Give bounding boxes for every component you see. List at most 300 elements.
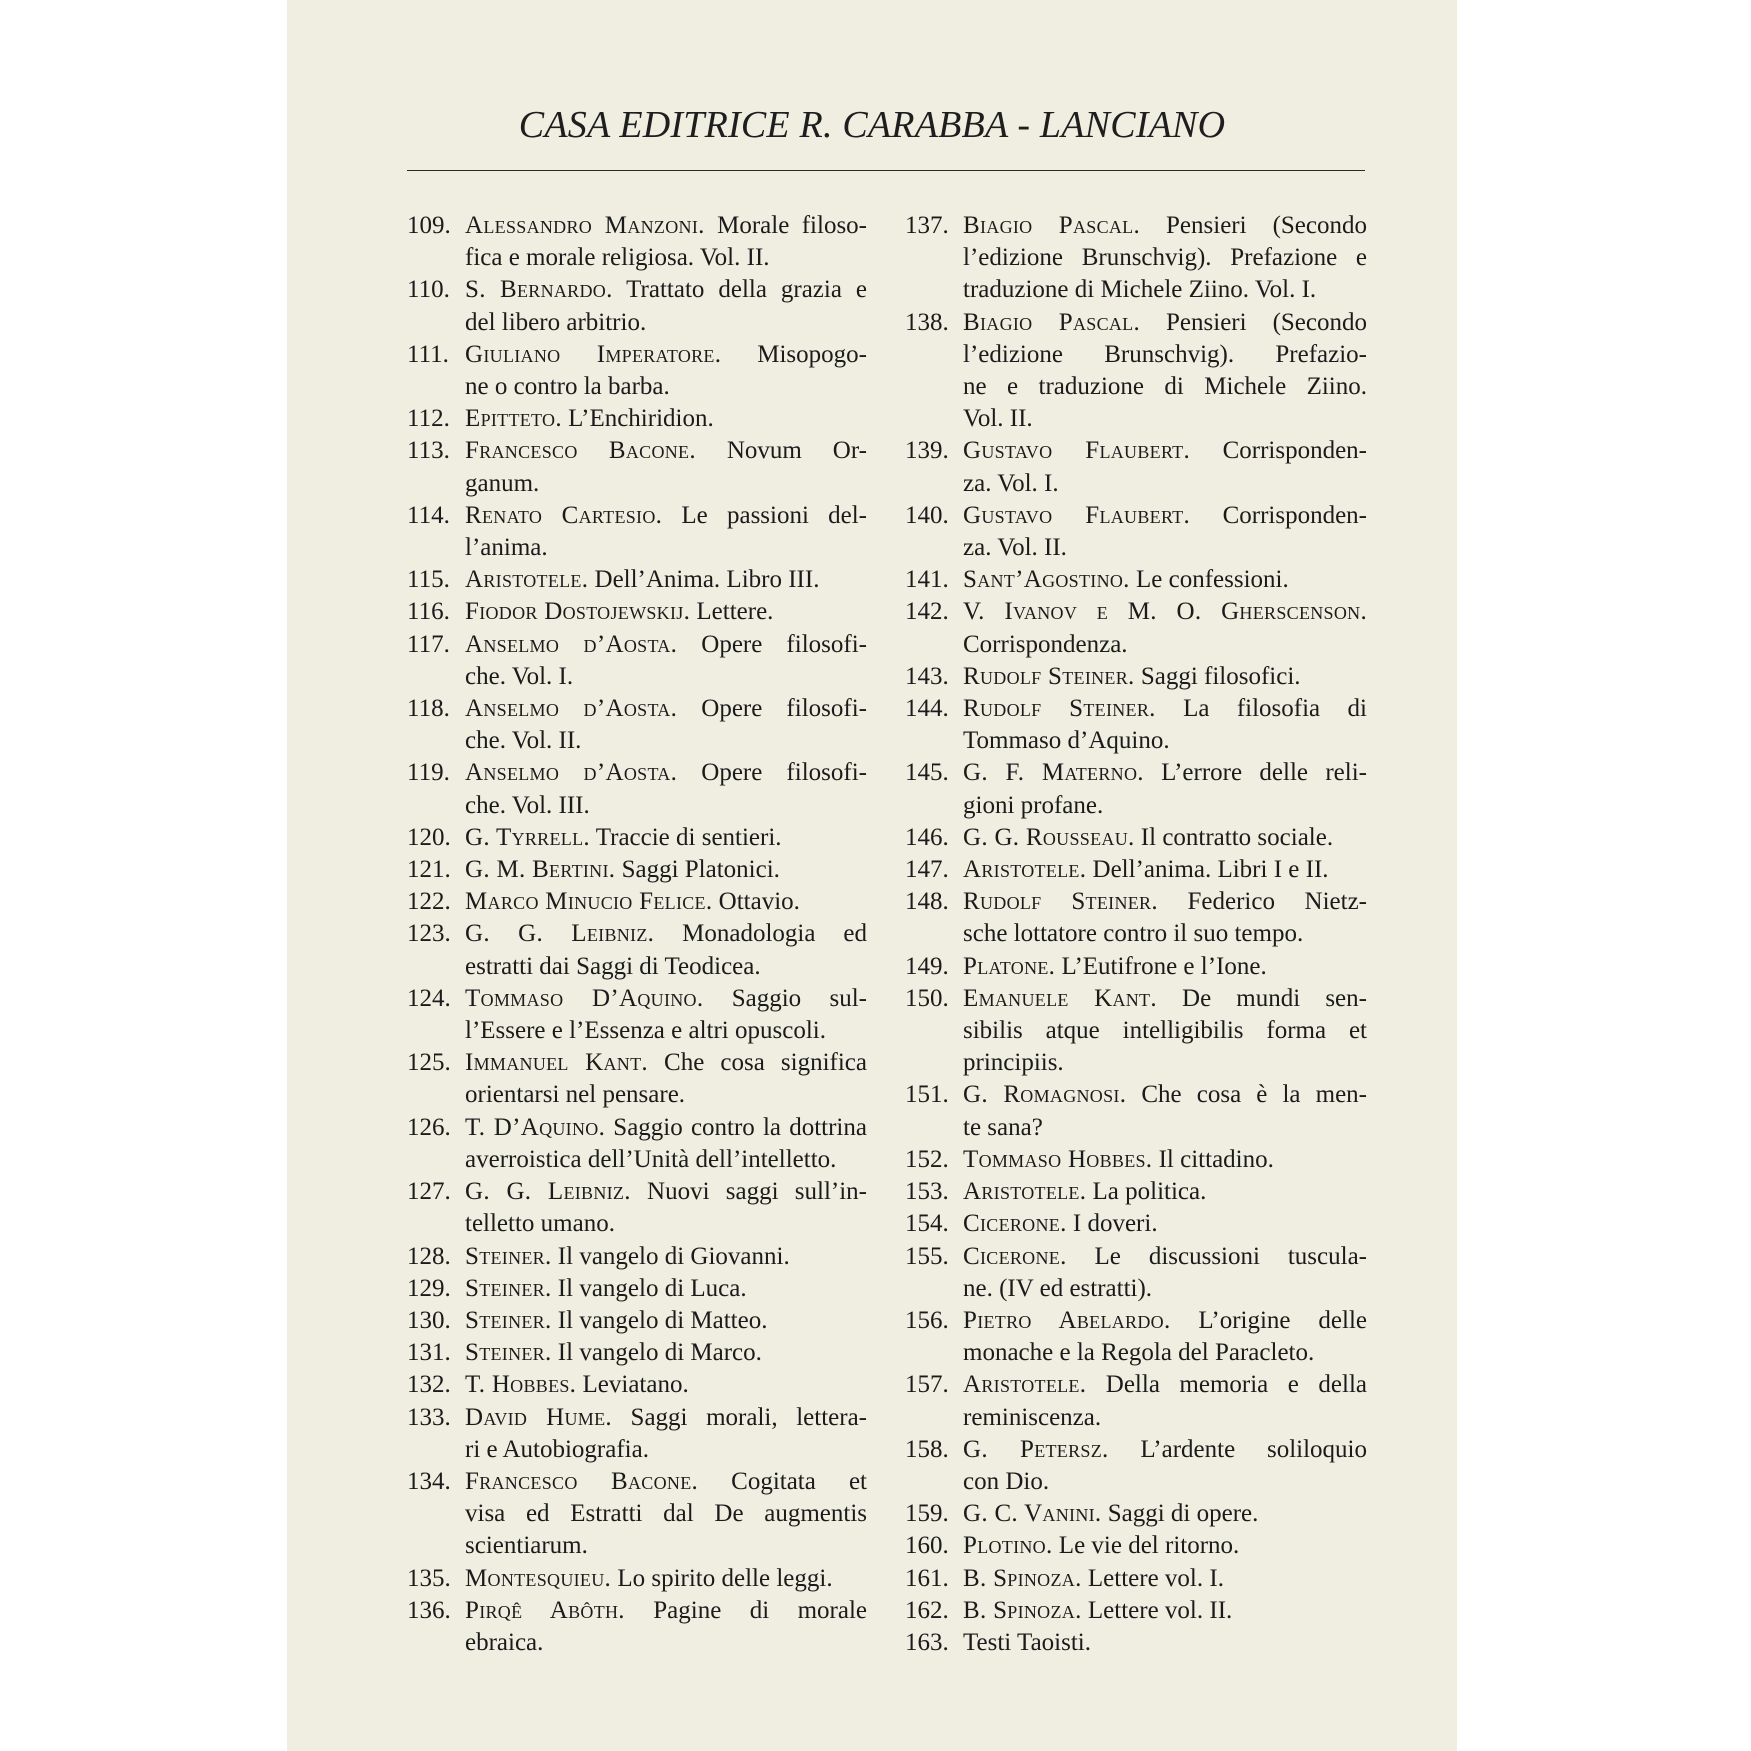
- catalog-entry: [407, 1176, 867, 1240]
- entry-line: [465, 1595, 867, 1627]
- entry-title-text: fica e morale religiosa. Vol. II.: [465, 244, 770, 272]
- catalog-entry: [905, 307, 1367, 436]
- entry-title-text: ganum.: [465, 469, 540, 497]
- catalog-entry: [905, 983, 1367, 1080]
- entry-line: [963, 1144, 1367, 1176]
- entry-title-text: Il contratto sociale.: [1134, 823, 1334, 851]
- entry-title-text: Morale filoso-: [704, 212, 867, 239]
- entry-title-text: Vol. II.: [963, 405, 1033, 433]
- entry-number: 155.: [905, 1242, 949, 1270]
- entry-line: [465, 629, 867, 661]
- entry-line: [465, 822, 867, 854]
- entry-title-text: ri e Autobiografia.: [465, 1435, 649, 1463]
- entry-author: Pietro Abelardo.: [963, 1306, 1171, 1334]
- catalog-entry: [905, 951, 1367, 983]
- catalog-entry: [905, 1079, 1367, 1143]
- entry-title-text: Dell’Anima. Libro III.: [588, 566, 820, 594]
- catalog-entry: [905, 1305, 1367, 1369]
- entry-number: 135.: [407, 1564, 451, 1592]
- catalog-column-right: [905, 210, 1367, 1659]
- entry-author: Steiner.: [465, 1306, 552, 1334]
- entry-number: 159.: [905, 1500, 949, 1528]
- entry-title-text: L’errore delle reli-: [1143, 759, 1367, 787]
- entry-author: Aristotele.: [963, 1178, 1087, 1206]
- entry-title-text: Corrisponden-: [1190, 437, 1368, 465]
- entry-line: [963, 629, 1367, 661]
- entry-title-text: Saggi Platonici.: [615, 856, 780, 884]
- catalog-entry: [905, 1144, 1367, 1176]
- catalog-entry: [905, 757, 1367, 821]
- entry-title-text: ebraica.: [465, 1628, 544, 1656]
- catalog-entry: [905, 1498, 1367, 1530]
- entry-line: [963, 725, 1367, 757]
- entry-number: 145.: [905, 759, 949, 787]
- entry-title-text: sche lottatore contro il suo tempo.: [963, 920, 1304, 948]
- catalog-entry: [407, 854, 867, 886]
- entry-author: Giuliano Imperatore.: [465, 340, 722, 368]
- catalog-entry: [407, 1595, 867, 1659]
- catalog-entry: [407, 1466, 867, 1563]
- entry-line: [465, 886, 867, 918]
- entry-line: [465, 242, 867, 274]
- entry-line: [465, 564, 867, 596]
- entry-number: 151.: [905, 1081, 949, 1109]
- catalog-entry: [905, 596, 1367, 660]
- entry-line: [465, 1402, 867, 1434]
- entry-title-text: l’anima.: [465, 534, 548, 562]
- entry-line: [963, 822, 1367, 854]
- catalog-entry: [905, 886, 1367, 950]
- entry-title-text: orientarsi nel pensare.: [465, 1081, 686, 1109]
- entry-line: [963, 693, 1367, 725]
- entry-title-text: Corrispondenza.: [963, 630, 1128, 658]
- catalog-entry: [407, 693, 867, 757]
- entry-title-text: Lettere vol. I.: [1081, 1564, 1224, 1592]
- entry-line: [963, 371, 1367, 403]
- entry-line: [963, 307, 1367, 339]
- catalog-entry: [407, 822, 867, 854]
- entry-line: [465, 339, 867, 371]
- entry-line: [465, 403, 867, 435]
- entry-author: Francesco Bacone.: [465, 437, 696, 465]
- entry-author: T. D’Aquino.: [465, 1113, 606, 1141]
- entry-number: 123.: [407, 920, 451, 948]
- entry-line: [963, 661, 1367, 693]
- entry-title-text: l’edizione Brunschvig). Prefazio-: [963, 340, 1367, 368]
- entry-number: 116.: [407, 598, 450, 626]
- entry-line: [963, 500, 1367, 532]
- catalog-entry: [407, 1402, 867, 1466]
- entry-author: David Hume.: [465, 1403, 612, 1431]
- entry-title-text: ne e traduzione di Michele Ziino.: [963, 373, 1367, 401]
- entry-title-text: principiis.: [963, 1049, 1064, 1077]
- entry-number: 117.: [407, 630, 450, 658]
- entry-title-text: Federico Nietz-: [1157, 888, 1367, 916]
- catalog-entry: [407, 1273, 867, 1305]
- entry-line: [963, 1047, 1367, 1079]
- entry-title-text: Le passioni del-: [662, 501, 868, 529]
- entry-author: V. Ivanov e M. O. Gherscenson.: [963, 598, 1367, 626]
- entry-line: [963, 790, 1367, 822]
- entry-title-text: Il vangelo di Giovanni.: [551, 1242, 790, 1270]
- entry-line: [465, 1079, 867, 1111]
- entry-title-text: za. Vol. II.: [963, 534, 1067, 562]
- entry-author: Anselmo d’Aosta.: [465, 695, 678, 723]
- entry-title-text: Saggi di opere.: [1101, 1500, 1259, 1528]
- catalog-entry: [407, 403, 867, 435]
- entry-title-text: Testi Taoisti.: [963, 1628, 1091, 1656]
- entry-title-text: Tommaso d’Aquino.: [963, 727, 1170, 755]
- entry-title-text: Corrisponden-: [1190, 501, 1368, 529]
- entry-author: Sant’Agostino.: [963, 566, 1130, 594]
- entry-number: 150.: [905, 984, 949, 1012]
- catalog-entry: [407, 1337, 867, 1369]
- entry-title-text: L’origine delle: [1170, 1306, 1367, 1334]
- entry-author: Renato Cartesio.: [465, 501, 663, 529]
- entry-author: Pirqê Abôth.: [465, 1596, 625, 1624]
- entry-number: 138.: [905, 308, 949, 336]
- entry-line: [963, 1208, 1367, 1240]
- entry-title-text: Ottavio.: [712, 888, 800, 916]
- entry-title-text: I doveri.: [1066, 1210, 1158, 1238]
- entry-title-text: te sana?: [963, 1113, 1043, 1141]
- entry-author: Montesquieu.: [465, 1564, 612, 1592]
- entry-number: 134.: [407, 1467, 451, 1495]
- entry-number: 146.: [905, 823, 949, 851]
- entry-number: 128.: [407, 1242, 451, 1270]
- entry-title-text: Il cittadino.: [1152, 1145, 1274, 1173]
- entry-author: Fiodor Dostojewskij.: [465, 598, 691, 626]
- entry-author: Cicerone.: [963, 1210, 1067, 1238]
- entry-line: [963, 1434, 1367, 1466]
- entry-number: 127.: [407, 1178, 451, 1206]
- entry-author: Steiner.: [465, 1339, 552, 1367]
- entry-line: [465, 468, 867, 500]
- entry-line: [963, 564, 1367, 596]
- entry-author: Emanuele Kant.: [963, 984, 1157, 1012]
- entry-title-text: Le vie del ritorno.: [1052, 1532, 1240, 1560]
- entry-author: Biagio Pascal.: [963, 212, 1141, 239]
- entry-line: [963, 1627, 1367, 1659]
- entry-author: Rudolf Steiner.: [963, 888, 1158, 916]
- entry-title-text: La filosofia di: [1155, 695, 1367, 723]
- entry-line: [963, 532, 1367, 564]
- entry-author: G. Romagnosi.: [963, 1081, 1127, 1109]
- entry-number: 118.: [407, 695, 450, 723]
- entry-line: [465, 951, 867, 983]
- entry-line: [963, 1176, 1367, 1208]
- entry-line: [465, 790, 867, 822]
- entry-line: [465, 1627, 867, 1659]
- entry-title-text: che. Vol. II.: [465, 727, 582, 755]
- entry-title-text: Leviatano.: [576, 1371, 689, 1399]
- entry-line: [465, 1112, 867, 1144]
- entry-author: T. Hobbes.: [465, 1371, 577, 1399]
- entry-number: 158.: [905, 1435, 949, 1463]
- entry-line: [963, 1079, 1367, 1111]
- entry-author: G. Tyrrell.: [465, 823, 590, 851]
- entry-author: Platone.: [963, 952, 1056, 980]
- entry-title-text: Lettere vol. II.: [1081, 1596, 1233, 1624]
- entry-number: 149.: [905, 952, 949, 980]
- entry-title-text: Saggi filosofici.: [1134, 662, 1301, 690]
- catalog-entry: [407, 1563, 867, 1595]
- entry-title-text: La politica.: [1086, 1178, 1207, 1206]
- entry-number: 109.: [407, 212, 451, 239]
- book-page: [287, 0, 1457, 1751]
- catalog-entry: [407, 564, 867, 596]
- catalog-entry: [407, 1047, 867, 1111]
- entry-line: [465, 757, 867, 789]
- entry-line: [963, 1273, 1367, 1305]
- entry-author: Aristotele.: [963, 1371, 1087, 1399]
- entry-title-text: reminiscenza.: [963, 1403, 1102, 1431]
- entry-title-text: Il vangelo di Luca.: [551, 1274, 747, 1302]
- entry-number: 120.: [407, 823, 451, 851]
- entry-line: [963, 435, 1367, 467]
- entry-title-text: visa ed Estratti dal De augmentis: [465, 1500, 867, 1528]
- entry-title-text: ne. (IV ed estratti).: [963, 1274, 1153, 1302]
- catalog-entry: [407, 210, 867, 274]
- entry-number: 160.: [905, 1532, 949, 1560]
- entry-number: 119.: [407, 759, 450, 787]
- catalog-entry: [905, 693, 1367, 757]
- entry-line: [465, 918, 867, 950]
- entry-number: 124.: [407, 984, 451, 1012]
- entry-author: G. F. Materno.: [963, 759, 1144, 787]
- entry-line: [465, 661, 867, 693]
- entry-line: [963, 1112, 1367, 1144]
- entry-line: [963, 951, 1367, 983]
- entry-line: [465, 1466, 867, 1498]
- entry-title-text: Saggio sul-: [703, 984, 867, 1012]
- entry-line: [963, 274, 1367, 306]
- catalog-entry: [905, 1369, 1367, 1433]
- catalog-entry: [407, 757, 867, 821]
- entry-title-text: Misopogo-: [721, 340, 867, 368]
- entry-line: [465, 274, 867, 306]
- catalog-entry: [905, 500, 1367, 564]
- entry-line: [963, 596, 1367, 628]
- entry-line: [465, 307, 867, 339]
- entry-number: 122.: [407, 888, 451, 916]
- entry-number: 129.: [407, 1274, 451, 1302]
- catalog-entry: [905, 1530, 1367, 1562]
- entry-line: [465, 1498, 867, 1530]
- catalog-entry: [407, 886, 867, 918]
- entry-line: [963, 339, 1367, 371]
- page-header: CASA EDITRICE R. CARABBA - LANCIANO: [518, 104, 1226, 146]
- entry-line: [963, 983, 1367, 1015]
- entry-title-text: scientiarum.: [465, 1532, 588, 1560]
- entry-title-text: traduzione di Michele Ziino. Vol. I.: [963, 276, 1317, 304]
- entry-author: Rudolf Steiner.: [963, 695, 1156, 723]
- entry-title-text: Saggio contro la dottrina: [605, 1113, 867, 1141]
- entry-line: [963, 918, 1367, 950]
- entry-line: [465, 1273, 867, 1305]
- entry-line: [465, 1241, 867, 1273]
- entry-line: [963, 854, 1367, 886]
- catalog-entry: [905, 1434, 1367, 1498]
- catalog-entry: [905, 1563, 1367, 1595]
- entry-line: [963, 1563, 1367, 1595]
- entry-author: G. M. Bertini.: [465, 856, 616, 884]
- entry-author: Francesco Bacone.: [465, 1467, 699, 1495]
- entry-number: 156.: [905, 1306, 949, 1334]
- entry-number: 157.: [905, 1371, 949, 1399]
- entry-author: G. G. Leibniz.: [465, 1178, 631, 1206]
- entry-line: [465, 693, 867, 725]
- catalog-entry: [407, 918, 867, 982]
- entry-number: 154.: [905, 1210, 949, 1238]
- catalog-entry: [905, 564, 1367, 596]
- entry-author: Aristotele.: [963, 856, 1087, 884]
- entry-line: [465, 1337, 867, 1369]
- entry-line: [465, 532, 867, 564]
- entry-title-text: L’ardente soliloquio: [1108, 1435, 1367, 1463]
- entry-author: Rudolf Steiner.: [963, 662, 1135, 690]
- catalog-entry: [905, 854, 1367, 886]
- entry-number: 147.: [905, 856, 949, 884]
- entry-line: [465, 1144, 867, 1176]
- entry-number: 112.: [407, 405, 450, 433]
- entry-line: [465, 1305, 867, 1337]
- entry-line: [465, 210, 867, 242]
- entry-line: [465, 1047, 867, 1079]
- entry-author: S. Bernardo.: [465, 276, 613, 304]
- entry-author: G. G. Leibniz.: [465, 920, 655, 948]
- entry-title-text: sibilis atque intelligibilis forma et: [963, 1017, 1367, 1045]
- catalog-entry: [407, 1112, 867, 1176]
- entry-title-text: Dell’anima. Libri I e II.: [1086, 856, 1329, 884]
- entry-line: [963, 1595, 1367, 1627]
- entry-title-text: gioni profane.: [963, 791, 1104, 819]
- entry-title-text: Novum Or-: [695, 437, 867, 465]
- header-rule: [407, 170, 1365, 171]
- entry-line: [963, 242, 1367, 274]
- entry-line: [465, 1015, 867, 1047]
- entry-number: 131.: [407, 1339, 451, 1367]
- entry-title-text: ne o contro la barba.: [465, 373, 670, 401]
- entry-number: 121.: [407, 856, 451, 884]
- entry-number: 143.: [905, 662, 949, 690]
- catalog-entry: [905, 1241, 1367, 1305]
- entry-number: 139.: [905, 437, 949, 465]
- entry-line: [963, 1015, 1367, 1047]
- entry-line: [465, 371, 867, 403]
- entry-number: 144.: [905, 695, 949, 723]
- catalog-entry: [407, 339, 867, 403]
- entry-title-text: Che cosa è la men-: [1126, 1081, 1367, 1109]
- catalog-entry: [407, 435, 867, 499]
- entry-number: 142.: [905, 598, 949, 626]
- entry-title-text: Cogitata et: [698, 1467, 867, 1495]
- entry-line: [963, 210, 1367, 242]
- catalog-entry: [407, 274, 867, 338]
- entry-title-text: Il vangelo di Matteo.: [551, 1306, 768, 1334]
- entry-line: [465, 854, 867, 886]
- entry-title-text: l’edizione Brunschvig). Prefazione e: [963, 244, 1367, 272]
- entry-number: 113.: [407, 437, 450, 465]
- entry-number: 114.: [407, 501, 450, 529]
- entry-line: [465, 725, 867, 757]
- entry-title-text: averroistica dell’Unità dell’intelletto.: [465, 1145, 837, 1173]
- entry-author: G. Petersz.: [963, 1435, 1109, 1463]
- entry-author: B. Spinoza.: [963, 1564, 1082, 1592]
- entry-title-text: Pensieri (Secondo: [1140, 308, 1367, 336]
- entry-line: [963, 468, 1367, 500]
- entry-line: [465, 500, 867, 532]
- entry-author: Marco Minucio Felice.: [465, 888, 713, 916]
- entry-number: 133.: [407, 1403, 451, 1431]
- entry-author: Epitteto.: [465, 405, 562, 433]
- entry-title-text: Le confessioni.: [1129, 566, 1289, 594]
- entry-title-text: Trattato della grazia e: [612, 276, 867, 304]
- entry-title-text: Pensieri (Secondo: [1140, 212, 1367, 239]
- entry-author: Gustavo Flaubert.: [963, 437, 1191, 465]
- entry-title-text: za. Vol. I.: [963, 469, 1059, 497]
- entry-line: [963, 1402, 1367, 1434]
- entry-title-text: Lettere.: [690, 598, 774, 626]
- entry-number: 153.: [905, 1178, 949, 1206]
- entry-title-text: Saggi morali, lettera-: [611, 1403, 867, 1431]
- entry-number: 161.: [905, 1564, 949, 1592]
- catalog-entry: [905, 210, 1367, 307]
- entry-title-text: Opere filosofi-: [677, 630, 867, 658]
- entry-title-text: Nuovi saggi sull’in-: [630, 1178, 867, 1206]
- entry-line: [963, 886, 1367, 918]
- entry-author: Anselmo d’Aosta.: [465, 759, 678, 787]
- entry-number: 140.: [905, 501, 949, 529]
- entry-author: G. G. Rousseau.: [963, 823, 1135, 851]
- entry-line: [963, 757, 1367, 789]
- entry-number: 126.: [407, 1113, 451, 1141]
- entry-number: 110.: [407, 276, 450, 304]
- entry-title-text: Lo spirito delle leggi.: [611, 1564, 833, 1592]
- catalog-entry: [905, 1208, 1367, 1240]
- entry-title-text: Traccie di sentieri.: [589, 823, 782, 851]
- entry-title-text: Le discussioni tuscula-: [1066, 1242, 1367, 1270]
- entry-title-text: Monadologia ed: [654, 920, 867, 948]
- entry-title-text: del libero arbitrio.: [465, 308, 647, 336]
- entry-number: 163.: [905, 1628, 949, 1656]
- catalog-entry: [407, 1305, 867, 1337]
- entry-title-text: estratti dai Saggi di Teodicea.: [465, 952, 761, 980]
- entry-line: [465, 1434, 867, 1466]
- entry-title-text: monache e la Regola del Paracleto.: [963, 1339, 1315, 1367]
- entry-line: [465, 435, 867, 467]
- entry-number: 111.: [407, 340, 449, 368]
- entry-title-text: l’Essere e l’Essenza e altri opuscoli.: [465, 1017, 826, 1045]
- catalog-entry: [905, 822, 1367, 854]
- entry-author: Tommaso D’Aquino.: [465, 984, 704, 1012]
- entry-line: [465, 1369, 867, 1401]
- entry-author: Gustavo Flaubert.: [963, 501, 1191, 529]
- entry-author: Biagio Pascal.: [963, 308, 1141, 336]
- entry-author: G. C. Vanini.: [963, 1500, 1102, 1528]
- entry-number: 130.: [407, 1306, 451, 1334]
- entry-title-text: che. Vol. III.: [465, 791, 590, 819]
- catalog-entry: [905, 1627, 1367, 1659]
- entry-line: [963, 1466, 1367, 1498]
- entry-line: [963, 403, 1367, 435]
- catalog-entry: [905, 661, 1367, 693]
- entry-line: [465, 1176, 867, 1208]
- entry-title-text: De mundi sen-: [1156, 984, 1367, 1012]
- entry-number: 141.: [905, 566, 949, 594]
- entry-author: Anselmo d’Aosta.: [465, 630, 678, 658]
- entry-number: 115.: [407, 566, 450, 594]
